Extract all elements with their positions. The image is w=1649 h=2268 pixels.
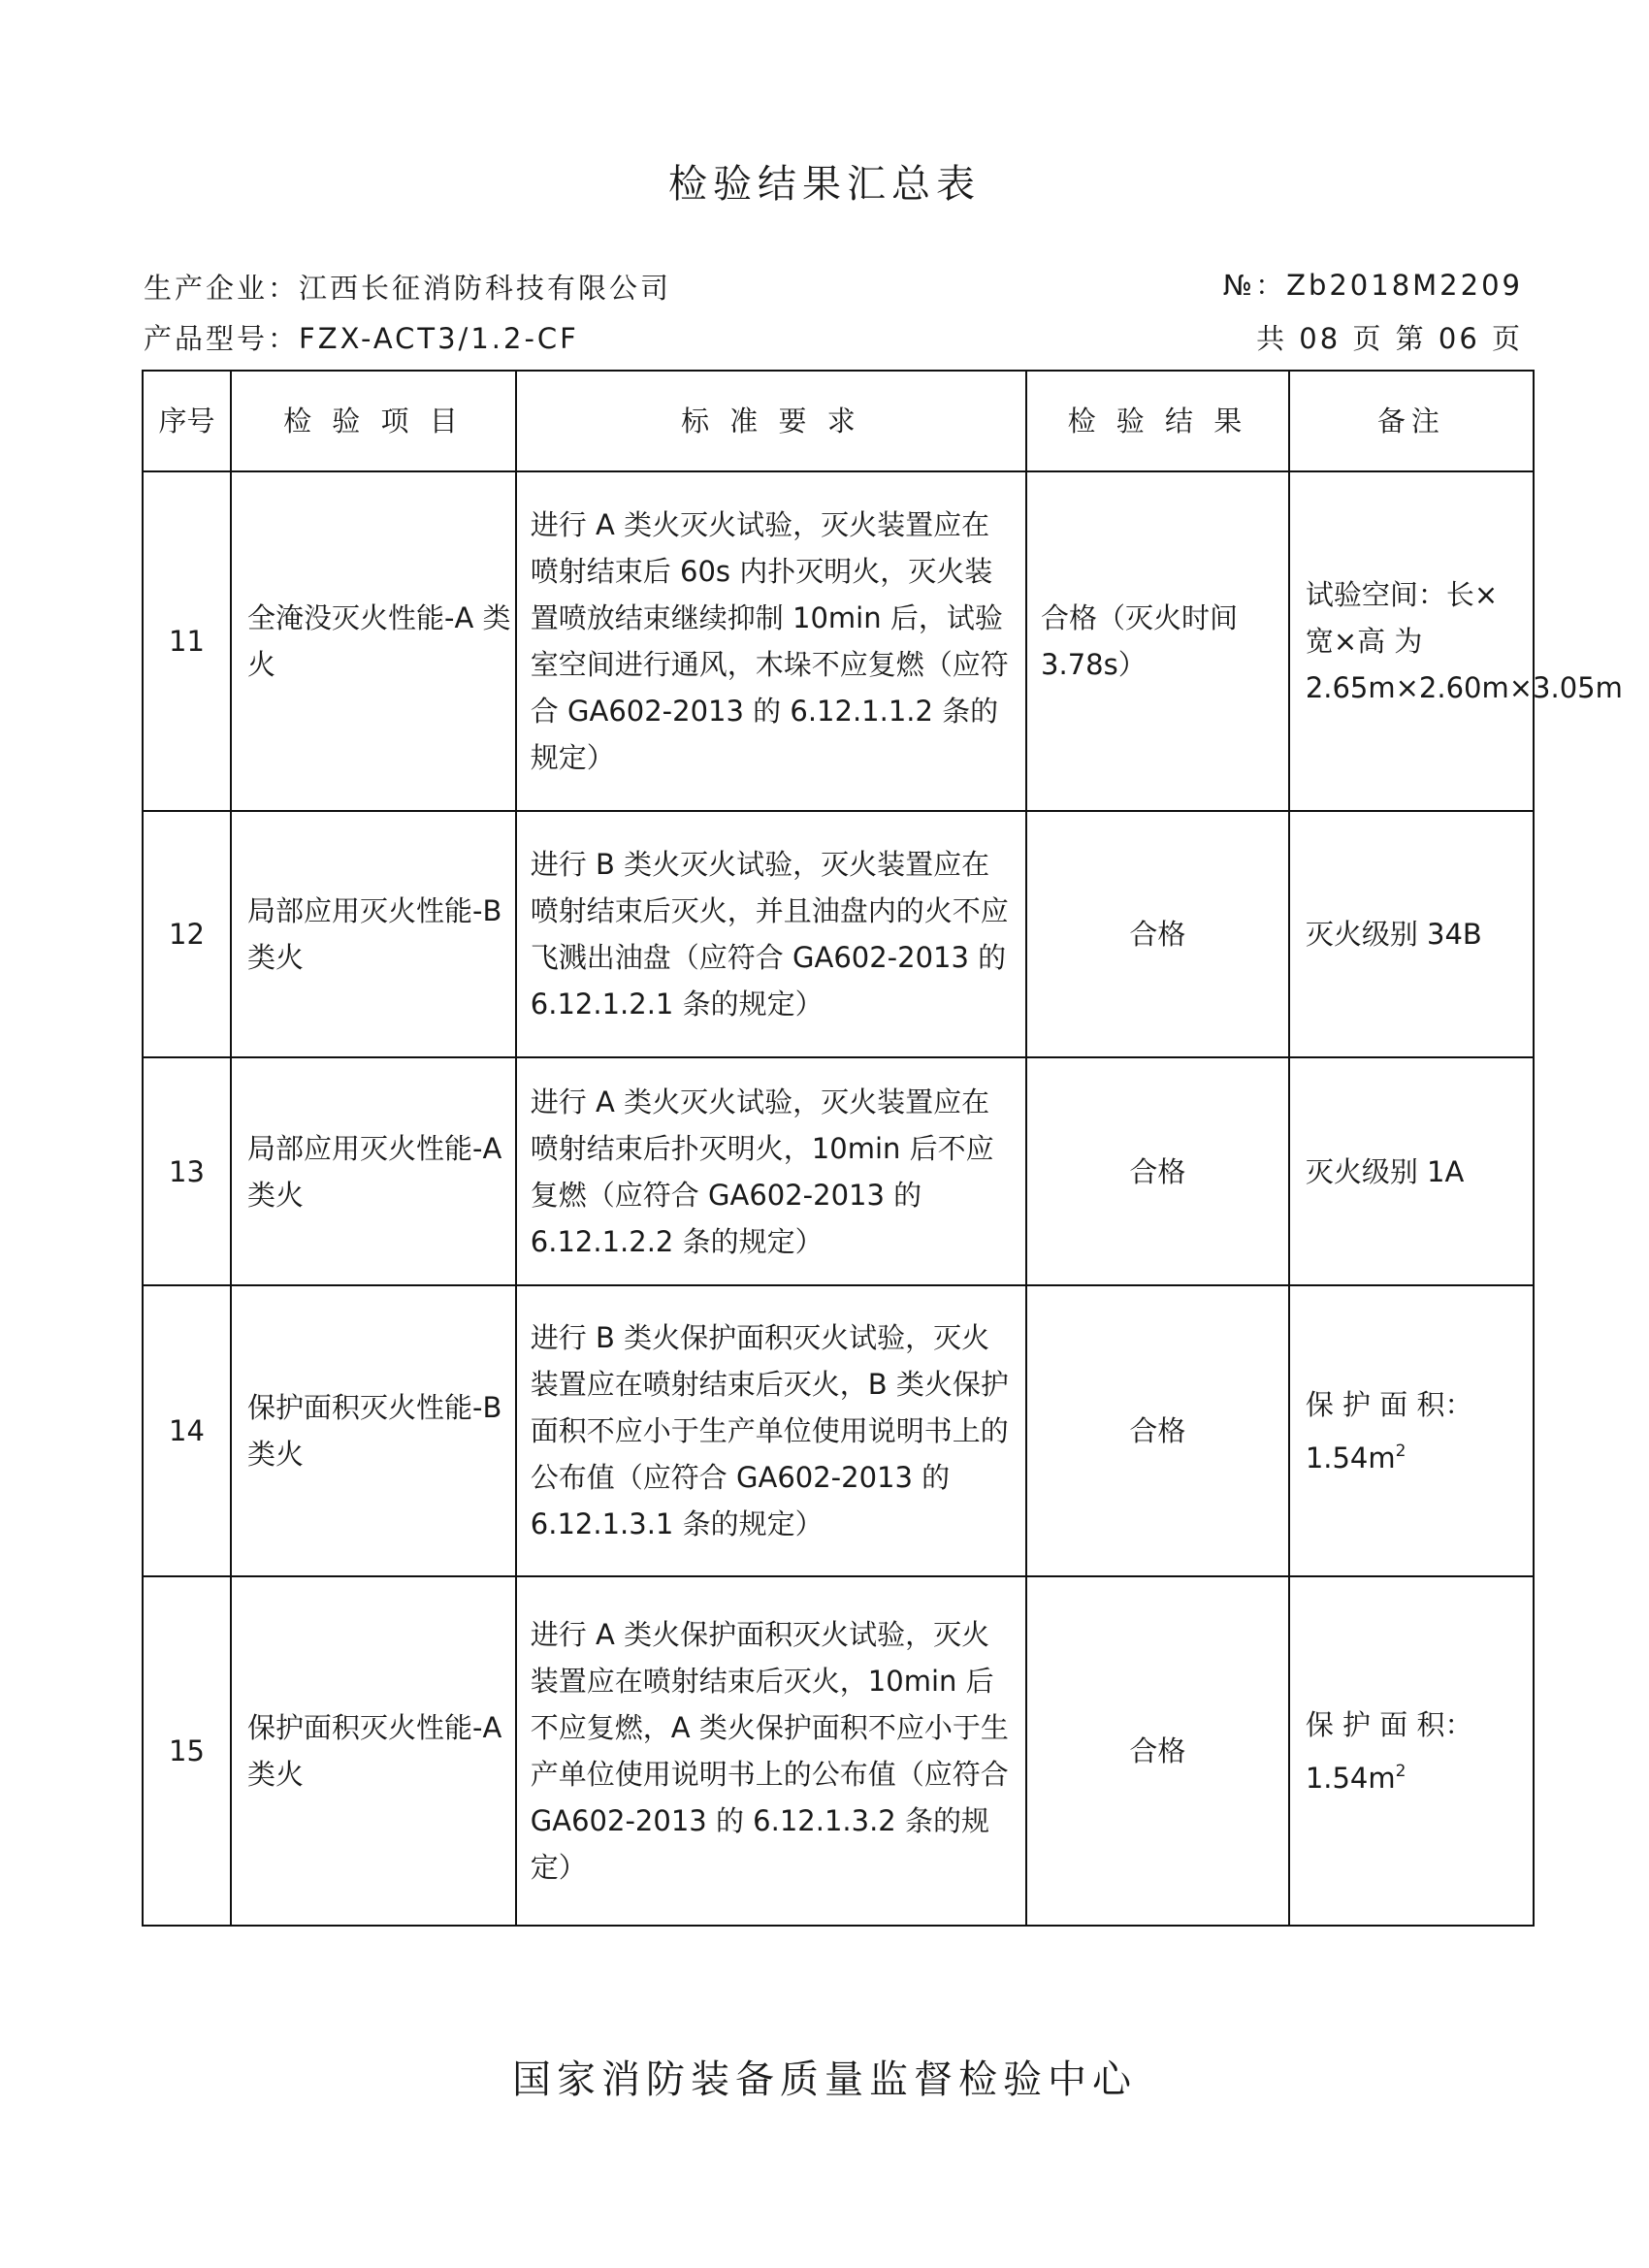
row-item: 全淹没灭火性能-A 类火 (231, 471, 516, 811)
row-item: 局部应用灭火性能-A 类火 (231, 1057, 516, 1285)
row-result: 合格 (1026, 1057, 1289, 1285)
model-label: 产品型号： (144, 322, 300, 355)
note-text: 保 护 面 积：1.54m (1305, 1387, 1473, 1474)
note-superscript: 2 (1395, 1761, 1406, 1781)
note-superscript: 2 (1395, 1441, 1406, 1461)
results-table (142, 370, 1623, 1927)
row-seq: 15 (143, 1576, 231, 1926)
header-requirement: 标 准 要 求 (516, 371, 1026, 471)
table-row (143, 471, 1534, 811)
header-note: 备注 (1289, 371, 1534, 471)
product-model: FZX-ACT3/1.2-CF (299, 322, 579, 355)
row-seq: 14 (143, 1285, 231, 1576)
page-counter: 共 08 页 第 06 页 (1256, 322, 1523, 355)
row-note (1289, 1576, 1534, 1926)
row-note: 灭火级别 34B (1289, 811, 1534, 1057)
table-row (143, 1285, 1534, 1576)
row-requirement: 进行 A 类火保护面积灭火试验，灭火装置应在喷射结束后灭火，10min 后不应复燃，A 类火保护面积不应小于生产单位使用说明书上的公布值（应符合 GA602-2013 的 6.12.1.3.2 条的规定） (516, 1576, 1026, 1926)
row-requirement: 进行 A 类火灭火试验，灭火装置应在喷射结束后扑灭明火，10min 后不应复燃（应符合 GA602-2013 的 6.12.1.2.2 条的规定） (516, 1057, 1026, 1285)
row-item: 保护面积灭火性能-B 类火 (231, 1285, 516, 1576)
row-result: 合格 (1026, 1285, 1289, 1576)
row-item: 局部应用灭火性能-B 类火 (231, 811, 516, 1057)
row-requirement: 进行 A 类火灭火试验，灭火装置应在喷射结束后 60s 内扑灭明火，灭火装置喷放结束继续抑制 10min 后，试验室空间进行通风，木垛不应复燃（应符合 GA602-2013 的 6.12.1.1.2 条的规定） (516, 471, 1026, 811)
row-seq: 13 (143, 1057, 231, 1285)
company-label: 生产企业： (144, 272, 300, 305)
row-requirement: 进行 B 类火保护面积灭火试验，灭火装置应在喷射结束后灭火，B 类火保护面积不应小于生产单位使用说明书上的公布值（应符合 GA602-2013 的 6.12.1.3.1 条的规定） (516, 1285, 1026, 1576)
row-result: 合格 (1026, 811, 1289, 1057)
row-seq: 12 (143, 811, 231, 1057)
header-seq: 序号 (143, 371, 231, 471)
row-note: 试验空间：长×宽×高 为 2.65m×2.60m×3.05m (1289, 471, 1534, 811)
row-note: 灭火级别 1A (1289, 1057, 1534, 1285)
page-title: 检验结果汇总表 (668, 162, 981, 207)
company-line (144, 267, 671, 307)
header-item: 检 验 项 目 (231, 371, 516, 471)
table-row (143, 811, 1534, 1057)
note-text: 保 护 面 积：1.54m (1305, 1707, 1473, 1795)
report-number: №：Zb2018M2209 (1222, 269, 1523, 302)
row-note (1289, 1285, 1534, 1576)
issuing-organization: 国家消防装备质量监督检验中心 (512, 2057, 1137, 2102)
table-header-row (143, 371, 1534, 471)
table-row (143, 1576, 1534, 1926)
table-row (143, 1057, 1534, 1285)
header-result: 检 验 结 果 (1026, 371, 1289, 471)
row-item: 保护面积灭火性能-A 类火 (231, 1576, 516, 1926)
row-seq: 11 (143, 471, 231, 811)
row-result: 合格（灭火时间 3.78s） (1026, 471, 1289, 811)
row-requirement: 进行 B 类火灭火试验，灭火装置应在喷射结束后灭火，并且油盘内的火不应飞溅出油盘（应符合 GA602-2013 的 6.12.1.2.1 条的规定） (516, 811, 1026, 1057)
row-result: 合格 (1026, 1576, 1289, 1926)
company-name: 江西长征消防科技有限公司 (299, 272, 672, 305)
model-line (144, 317, 579, 357)
